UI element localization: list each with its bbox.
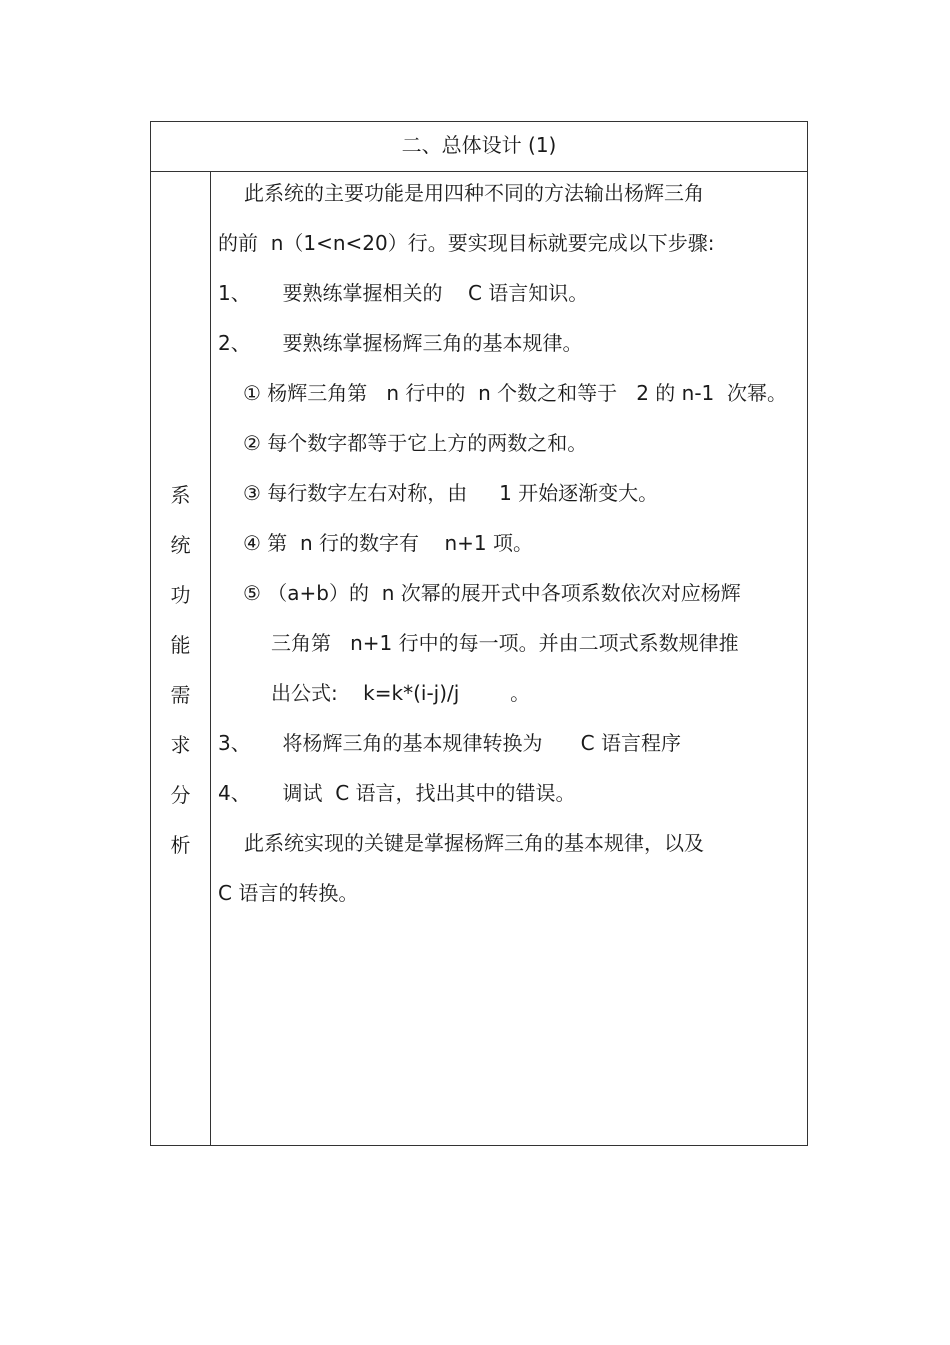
column-divider: [210, 172, 211, 1145]
side-char: 求: [170, 733, 191, 757]
side-char: 析: [170, 833, 191, 857]
side-label: [151, 470, 210, 870]
side-char: 系: [170, 483, 191, 507]
step-3: 3、 将杨辉三角的基本规律转换为 C 语言程序: [218, 731, 681, 755]
rule-5-formula: 出公式: k=k*(i-j)/j 。: [271, 681, 531, 705]
step-1: 1、 要熟练掌握相关的 C 语言知识。: [218, 281, 589, 305]
intro-line-1: 此系统的主要功能是用四种不同的方法输出杨辉三角: [244, 181, 704, 205]
rule-1: ① 杨辉三角第 n 行中的 n 个数之和等于 2 的 n-1 次幂。: [243, 381, 787, 405]
summary-line-2: C 语言的转换。: [218, 881, 359, 905]
rule-3: ③ 每行数字左右对称，由 1 开始逐渐变大。: [243, 481, 659, 505]
header-divider: [151, 171, 807, 172]
rule-5-line-1: ⑤ （a+b）的 n 次幂的展开式中各项系数依次对应杨辉: [243, 581, 741, 605]
table-title: 二、总体设计 (1): [401, 133, 557, 157]
rule-4: ④ 第 n 行的数字有 n+1 项。: [243, 531, 533, 555]
intro-line-2: 的前 n（1<n<20）行。要实现目标就要完成以下步骤:: [218, 231, 715, 255]
rule-2: ② 每个数字都等于它上方的两数之和。: [243, 431, 588, 455]
side-char: 能: [170, 633, 191, 657]
summary-line-1: 此系统实现的关键是掌握杨辉三角的基本规律，以及: [244, 831, 704, 855]
side-char: 功: [170, 583, 191, 607]
step-4: 4、 调试 C 语言，找出其中的错误。: [218, 781, 576, 805]
side-char: 统: [170, 533, 191, 557]
side-char: 分: [170, 783, 191, 807]
side-char: 需: [170, 683, 191, 707]
step-2: 2、 要熟练掌握杨辉三角的基本规律。: [218, 331, 583, 355]
rule-5-line-2: 三角第 n+1 行中的每一项。并由二项式系数规律推: [271, 631, 739, 655]
